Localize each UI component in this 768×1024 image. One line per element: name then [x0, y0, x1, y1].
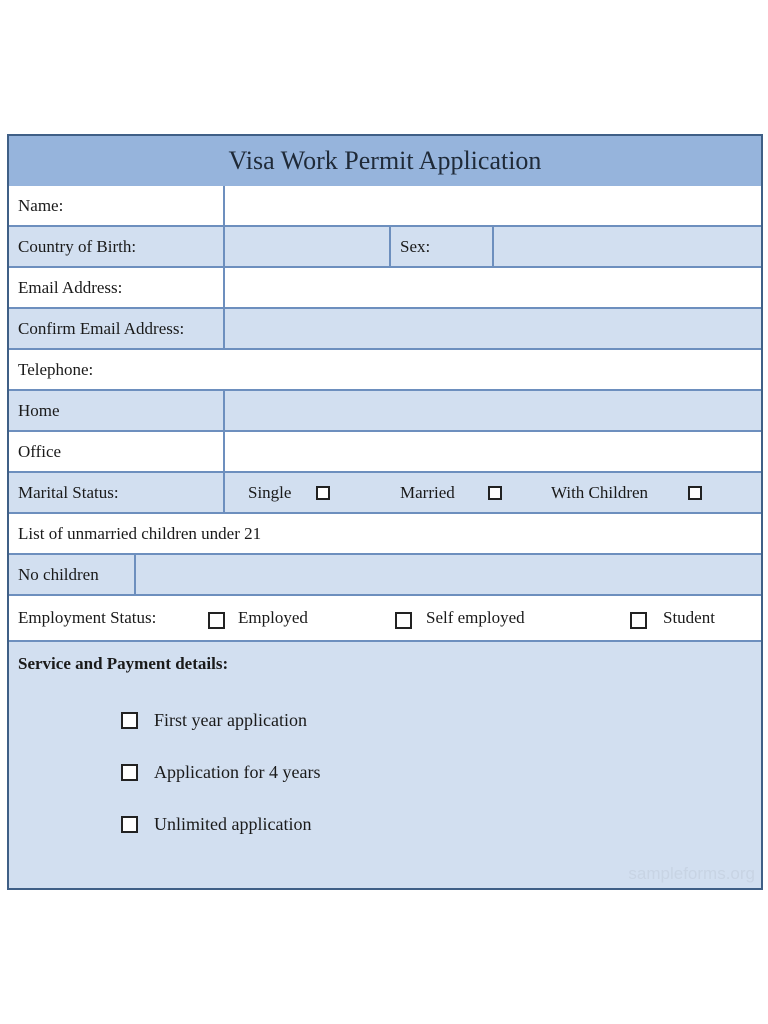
- office-phone-field[interactable]: [223, 432, 761, 471]
- employment-status-label: Employment Status:: [18, 608, 157, 627]
- form-title: Visa Work Permit Application: [9, 136, 761, 188]
- employed-checkbox[interactable]: [208, 612, 225, 629]
- row-telephone: [9, 350, 761, 391]
- self-employed-checkbox[interactable]: [395, 612, 412, 629]
- first-year-label: First year application: [154, 710, 307, 730]
- row-email: [9, 268, 761, 309]
- row-no-children: [9, 555, 761, 596]
- marital-status-label: Marital Status:: [18, 482, 119, 502]
- row-marital-status: [9, 473, 761, 514]
- country-of-birth-field[interactable]: [223, 227, 389, 266]
- service-option-unlimited[interactable]: [121, 814, 311, 835]
- confirm-email-field[interactable]: [223, 309, 761, 348]
- row-employment-status: [9, 596, 761, 642]
- service-option-four-years[interactable]: [121, 762, 320, 783]
- with-children-checkbox[interactable]: [688, 486, 702, 500]
- confirm-email-label: Confirm Email Address:: [18, 318, 185, 338]
- unlimited-checkbox[interactable]: [121, 816, 138, 833]
- children-field[interactable]: [134, 555, 761, 594]
- no-children-label: No children: [18, 564, 99, 584]
- sex-field[interactable]: [492, 227, 761, 266]
- office-label: Office: [18, 441, 62, 461]
- row-home: [9, 391, 761, 432]
- self-employed-option-label: Self employed: [426, 608, 525, 627]
- service-option-first-year[interactable]: [121, 710, 307, 731]
- home-label: Home: [18, 400, 60, 420]
- employed-option-label: Employed: [238, 608, 308, 627]
- home-phone-field[interactable]: [223, 391, 761, 430]
- name-label: Name:: [18, 195, 64, 215]
- with-children-option-label: With Children: [551, 482, 649, 502]
- sex-label: Sex:: [400, 236, 431, 256]
- four-years-checkbox[interactable]: [121, 764, 138, 781]
- four-years-label: Application for 4 years: [154, 762, 321, 782]
- first-year-checkbox[interactable]: [121, 712, 138, 729]
- student-checkbox[interactable]: [630, 612, 647, 629]
- service-title: Service and Payment details:: [18, 654, 229, 673]
- unlimited-label: Unlimited application: [154, 814, 312, 834]
- row-name: [9, 186, 761, 227]
- row-confirm-email: [9, 309, 761, 350]
- watermark: sampleforms.org: [628, 864, 755, 883]
- row-country-sex: [9, 227, 761, 268]
- married-checkbox[interactable]: [488, 486, 502, 500]
- email-field[interactable]: [223, 268, 761, 307]
- married-option-label: Married: [400, 482, 455, 502]
- name-field[interactable]: [223, 186, 761, 225]
- country-of-birth-label: Country of Birth:: [18, 236, 137, 256]
- single-checkbox[interactable]: [316, 486, 330, 500]
- service-section: [9, 642, 761, 888]
- children-list-label: List of unmarried children under 21: [18, 523, 262, 543]
- email-label: Email Address:: [18, 277, 123, 297]
- visa-form: [7, 134, 763, 890]
- single-option-label: Single: [248, 482, 292, 502]
- row-office: [9, 432, 761, 473]
- student-option-label: Student: [663, 608, 715, 627]
- telephone-label: Telephone:: [18, 359, 94, 379]
- row-children-list: [9, 514, 761, 555]
